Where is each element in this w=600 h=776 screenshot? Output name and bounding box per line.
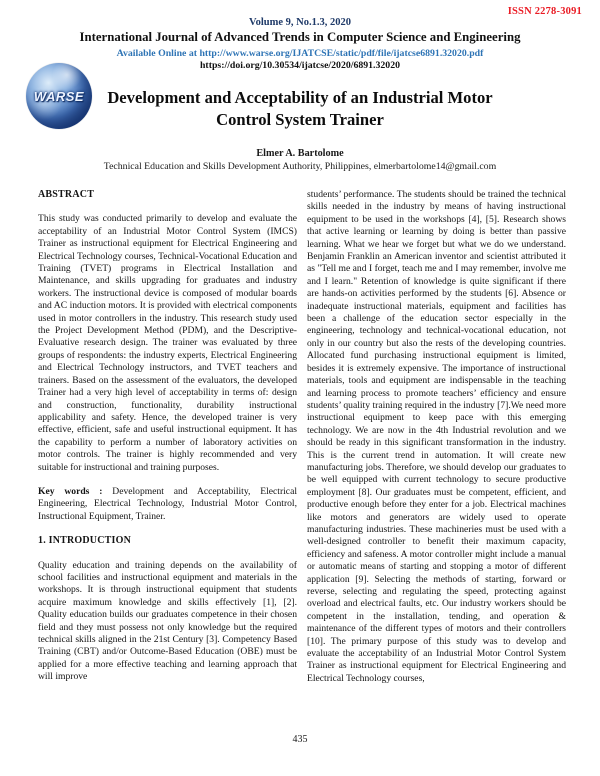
- journal-name: International Journal of Advanced Trends in Computer Science and Engineering: [79, 30, 521, 44]
- doi-link[interactable]: https://doi.org/10.30534/ijatcse/2020/6891.32020: [199, 60, 400, 71]
- keywords-text: Development and Acceptability, Electrical Engineering, Electrical Technology, Industrial Motor Control, Instructional Equipment, Trainer.: [38, 485, 297, 522]
- author-block: [0, 148, 600, 172]
- left-column: [38, 189, 297, 685]
- volume-line: Volume 9, No.1.3, 2020: [249, 17, 351, 28]
- introduction-paragraph-left: Quality education and training depends on the availability of school facilities and instructional equipment and materials in the workshops. It is through instructional equipment that students acquire maximum knowledge and skills effectively [1], [2]. Quality education builds our graduates competence in their chosen field and they must possess not only knowledge but the required technical skills aligned in the 21st Century [3]. Competency Based Training (CBT) and/or Outcome-Based Education (OBE) must be applied for a more effective teaching and learning approach that will improve: [38, 559, 297, 683]
- warse-globe-logo: [26, 63, 92, 129]
- author-affiliation: Technical Education and Skills Development Authority, Philippines, elmerbartolome14@gmail.com: [103, 161, 497, 172]
- available-online-link[interactable]: Available Online at http://www.warse.org/IJATCSE/static/pdf/file/ijatcse6891.32020.pdf: [116, 48, 484, 59]
- abstract-body: This study was conducted primarily to develop and evaluate the acceptability of an Industrial Motor Control System (IMCS) Trainer as instructional equipment for Electrical Engineering and Electrical Technology courses, Technical-Vocational Education and Training (TVET) programs in Electrical Installation and Maintenance, and skills upgrading for graduates and industry workers. The instructional device is composed of modular boards and AC induction motors. It is provided with electrical components used in motor controllers in the industry. This research study used the Project Development Method (PDM), and the Descriptive-Evaluative research design. The trainer was evaluated by three groups of respondents: the industry experts, Electrical Engineering and Electrical Technology instructors, and TVET teachers and trainers. Based on the assessment of the evaluators, the developed Trainer had a very high level of acceptability in terms of: design and construction, functionality, durability instructional applicability and safety. Hence, the developed trainer is very effective, efficient, safe and useful instructional equipment. It has the capability to perform a number of laboratory activities on motor controls. The trainer is highly recommended and very suitable for instructional and training purposes.: [38, 213, 297, 473]
- right-column: [307, 189, 566, 685]
- author-name: Elmer A. Bartolome: [256, 148, 344, 159]
- page-number: 435: [292, 734, 308, 745]
- abstract-heading: ABSTRACT: [38, 189, 95, 200]
- introduction-paragraph-right: students’ performance. The students should be trained the technical skills needed in the industry by means of having instructional equipment to be used in the workshops [4], [5]. Research shows that active learning or learning by doing is better than passive learning. What we hear we forget but what we do we understand. Benjamin Franklin an American inventor and scientist attributed it as "Tell me and I forget, teach me and I may remember, involve me and I learn." Retention of knowledge is quite significant if there are hands-on activities performed by the students [6]. Absence or inadequate instructional materials, equipment and facilities has been a challenge of the education sector especially in the engineering, technology and technical-vocational education, not only in our country but also the rests of the developing countries. Allocated fund purchasing instructional equipment is limited, besides it is extremely expensive. The importance of instructional materials, tools and equipment are indispensable in the teaching and learning process to promote teachers’ efficiency and ensure students’ quality training required in the industry [7].We need more instructional equipment to keep pace with this emerging technology. We are now in the 4th Industrial revolution and we should be ready in this significant transformation in the industry. This is the current trend in automation. It will create new manufacturing jobs. Therefore, we should develop our graduates to be well equipped with current technology to secure productive employment [8]. Our graduates must be competent, efficient, and productive enough before they enter for a job. Electrical machines like motors and generators are widely used to operate manufacturing industries. These machineries must be used with a well-designed controller to benefit their maximum capacity, efficiency and safeness. A motor controller might include a manual or automatic means of starting and stopping a motor of different application [9]. Selecting the methods of starting, forward or reverse, selecting and regulating the speed, protecting against overload and electrical faults, etc. Our industry workers should be competent in the installation, tending, and operation & maintenance of the different types of motors and their controllers [10]. The primary purpose of this study was to develop and evaluate the acceptability of an Industrial Motor Control System Trainer as instructional equipment for Electrical Engineering and Electrical Technology courses,: [307, 189, 566, 684]
- introduction-heading: 1. INTRODUCTION: [38, 535, 132, 547]
- paper-title-line2: Control System Trainer: [216, 110, 384, 129]
- issn-label: ISSN 2278-3091: [507, 6, 582, 17]
- body-columns: [0, 189, 600, 685]
- keywords-paragraph: [38, 486, 297, 523]
- paper-title-line1: Development and Acceptability of an Industrial Motor: [107, 88, 493, 107]
- keywords-label: Key words :: [38, 485, 103, 497]
- warse-logo-text: WARSE: [33, 88, 85, 104]
